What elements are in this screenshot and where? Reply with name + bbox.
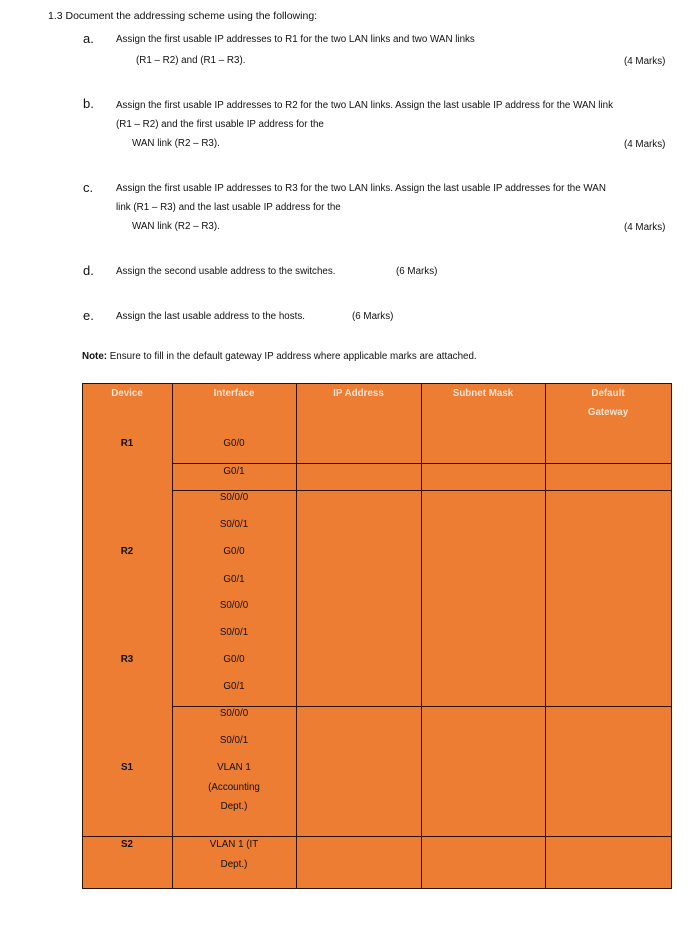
question-a-line-2: (R1 – R2) and (R1 – R3). <box>136 55 246 66</box>
interface-s1-vlan1-dept-end: Dept.) <box>220 801 248 812</box>
interface-r1-g01: G0/1 <box>223 466 245 477</box>
question-e-marks: (6 Marks) <box>352 311 394 322</box>
row-divider-r3-end <box>172 706 672 707</box>
header-default: Default <box>591 388 625 399</box>
interface-r1-s001: S0/0/1 <box>219 519 249 530</box>
question-c-marks: (4 Marks) <box>624 222 666 233</box>
row-divider-r1-end <box>172 490 672 491</box>
question-b-line-1: Assign the first usable IP addresses to R2 for the two LAN links. Assign the last usable IP address for the WAN link <box>116 100 613 111</box>
device-r3: R3 <box>120 654 134 665</box>
question-b-line-3: WAN link (R2 – R3). <box>132 138 220 149</box>
note-text: Ensure to fill in the default gateway IP address where applicable marks are attached. <box>107 351 477 362</box>
note <box>82 351 477 362</box>
addressing-table <box>82 383 672 889</box>
question-a-letter: a. <box>83 31 94 46</box>
interface-s1-vlan1-dept: (Accounting <box>208 782 260 793</box>
device-r2: R2 <box>120 546 134 557</box>
header-device: Device <box>111 388 143 399</box>
question-d-line-1: Assign the second usable address to the switches. <box>116 266 336 277</box>
interface-r3-g00: G0/0 <box>223 654 245 665</box>
interface-r1-g00: G0/0 <box>223 438 245 449</box>
question-b-letter: b. <box>83 96 94 111</box>
interface-r2-s000: S0/0/0 <box>219 600 249 611</box>
question-a-marks: (4 Marks) <box>624 56 666 67</box>
interface-r3-s001: S0/0/1 <box>219 735 249 746</box>
column-divider-mask <box>545 383 546 889</box>
device-r1: R1 <box>120 438 134 449</box>
interface-s1-vlan1: VLAN 1 <box>217 762 251 773</box>
row-divider-s1-end <box>82 836 672 837</box>
question-a-line-1: Assign the first usable IP addresses to R1 for the two LAN links and two WAN links <box>116 34 475 45</box>
question-d-letter: d. <box>83 263 94 278</box>
interface-r3-s000: S0/0/0 <box>219 708 249 719</box>
interface-r2-g01: G0/1 <box>223 574 245 585</box>
question-b-marks: (4 Marks) <box>624 139 666 150</box>
column-divider-interface <box>296 383 297 889</box>
device-s2: S2 <box>121 839 133 850</box>
row-divider-r1-g00 <box>172 463 672 464</box>
header-gateway: Gateway <box>587 407 629 418</box>
question-d-marks: (6 Marks) <box>396 266 438 277</box>
section-heading: 1.3 Document the addressing scheme using the following: <box>48 10 318 22</box>
question-c-line-3: WAN link (R2 – R3). <box>132 221 220 232</box>
interface-r2-s001: S0/0/1 <box>219 627 249 638</box>
question-c-line-2: link (R1 – R3) and the last usable IP address for the <box>116 202 341 213</box>
header-ip-address: IP Address <box>333 388 384 399</box>
interface-s2-vlan1: VLAN 1 (IT <box>209 839 259 850</box>
question-c-line-1: Assign the first usable IP addresses to R3 for the two LAN links. Assign the last usable IP addresses for the WAN <box>116 183 606 194</box>
column-divider-ip <box>421 383 422 889</box>
question-e-letter: e. <box>83 308 94 323</box>
device-s1: S1 <box>121 762 133 773</box>
interface-r1-s000: S0/0/0 <box>219 492 249 503</box>
header-subnet-mask: Subnet Mask <box>452 388 514 399</box>
table-border-right <box>671 383 672 889</box>
header-interface: Interface <box>213 388 255 399</box>
table-border-left <box>82 383 83 889</box>
question-e-line-1: Assign the last usable address to the hosts. <box>116 311 305 322</box>
interface-r3-g01: G0/1 <box>223 681 245 692</box>
table-border-bottom <box>82 888 672 889</box>
note-label: Note: <box>82 351 108 362</box>
question-c-letter: c. <box>83 180 94 195</box>
interface-s2-vlan1-dept: Dept.) <box>220 859 248 870</box>
question-b-line-2: (R1 – R2) and the first usable IP address for the <box>116 119 324 130</box>
interface-r2-g00: G0/0 <box>223 546 245 557</box>
